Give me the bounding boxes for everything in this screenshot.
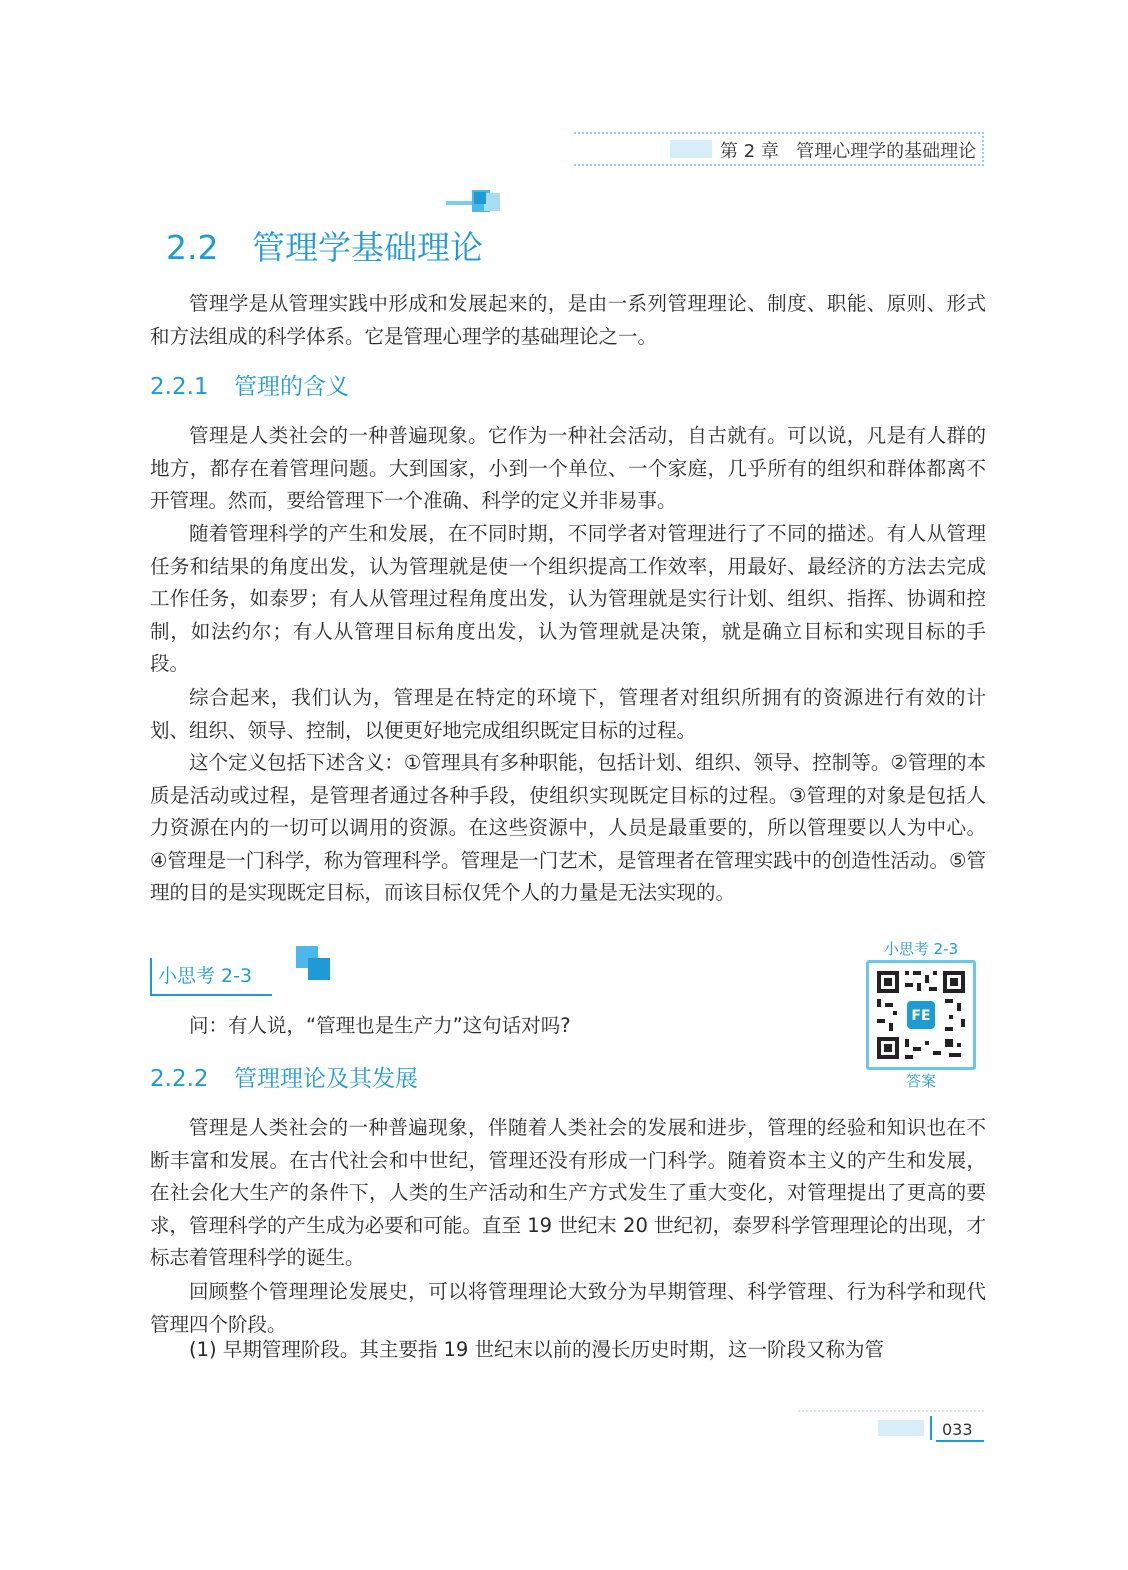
- paragraph: 随着管理科学的产生和发展，在不同时期，不同学者对管理进行了不同的描述。有人从管理任务和结果的角度出发，认为管理就是使一个组织提高工作效率，用最好、最经济的方法去完成工作任务，如泰罗；有人从管理过程角度出发，认为管理就是实行计划、组织、指挥、协调和控制，如法约尔；有人从管理目标角度出发，认为管理就是决策，就是确立目标和实现目标的手段。: [150, 522, 986, 676]
- think-decor-squares: [296, 946, 332, 986]
- subsection-heading: [150, 1060, 418, 1093]
- page-number: 033: [942, 1420, 973, 1439]
- qr-logo: FE: [911, 1008, 931, 1024]
- qr-code[interactable]: [866, 960, 976, 1070]
- chapter-number: 第 2 章: [720, 141, 779, 162]
- section-intro-paragraph: 管理学是从管理实践中形成和发展起来的，是由一系列管理理论、制度、职能、原则、形式和方法组成的科学体系。它是管理心理学的基础理论之一。: [150, 292, 986, 348]
- think-question: 问：有人说，“管理也是生产力”这句话对吗?: [189, 1014, 571, 1037]
- paragraph: 回顾整个管理理论发展史，可以将管理理论大致分为早期管理、科学管理、行为科学和现代管理四个阶段。: [150, 1280, 986, 1336]
- paragraph: (1) 早期管理阶段。其主要指 19 世纪末以前的漫长历史时期，这一阶段又称为管: [189, 1338, 885, 1361]
- subsection-heading: [150, 368, 349, 401]
- section-number: 2.2: [166, 228, 219, 267]
- footer-decor-bar: [930, 1416, 932, 1440]
- footer-underline: [936, 1440, 984, 1442]
- chapter-title: 管理心理学的基础理论: [796, 141, 977, 162]
- footer-divider: [798, 1410, 984, 1412]
- qr-caption: 小思考 2-3: [883, 940, 959, 958]
- running-header: [574, 132, 984, 166]
- paragraph: 管理是人类社会的一种普遍现象。它作为一种社会活动，自古就有。可以说，凡是有人群的地方，都存在着管理问题。大到国家，小到一个单位、一个家庭，几乎所有的组织和群体都离不开管理。然而，要给管理下一个准确、科学的定义并非易事。: [150, 424, 986, 513]
- section-heading: [166, 222, 483, 269]
- paragraph: 综合起来，我们认为，管理是在特定的环境下，管理者对组织所拥有的资源进行有效的计划、组织、领导、控制，以便更好地完成组织既定目标的过程。: [150, 686, 986, 742]
- qr-answer-label: 答案: [905, 1072, 936, 1090]
- paragraph: 管理是人类社会的一种普遍现象，伴随着人类社会的发展和进步，管理的经验和知识也在不断丰富和发展。在古代社会和中世纪，管理还没有形成一门科学。随着资本主义的产生和发展，在社会化大生产的条件下，人类的生产活动和生产方式发生了重大变化，对管理提出了更高的要求，管理科学的产生成为必要和可能。直至 19 世纪末 20 世纪初，泰罗科学管理理论的出现，才标志着管理科学的诞生。: [150, 1116, 986, 1270]
- subsection-title: 管理理论及其发展: [234, 1066, 418, 1092]
- footer-decor-band: [878, 1420, 924, 1436]
- subsection-number: 2.2.2: [150, 1066, 209, 1092]
- subsection-number: 2.2.1: [150, 374, 209, 400]
- section-title: 管理学基础理论: [252, 228, 483, 267]
- chapter-header-text: [720, 137, 976, 163]
- think-label: 小思考 2-3: [158, 965, 253, 987]
- think-box: [150, 958, 272, 996]
- qr-pattern-icon: [869, 963, 973, 1067]
- section-decor-squares: [446, 188, 506, 220]
- subsection-title: 管理的含义: [234, 374, 349, 400]
- paragraph: 这个定义包括下述含义：①管理具有多种职能，包括计划、组织、领导、控制等。②管理的本质是活动或过程，是管理者通过各种手段，使组织实现既定目标的过程。③管理的对象是包括人力资源在内的一切可以调用的资源。在这些资源中，人员是最重要的，所以管理要以人为中心。④管理是一门科学，称为管理科学。管理是一门艺术，是管理者在管理实践中的创造性活动。⑤管理的目的是实现既定目标，而该目标仅凭个人的力量是无法实现的。: [150, 751, 986, 905]
- header-decor-band: [670, 140, 712, 158]
